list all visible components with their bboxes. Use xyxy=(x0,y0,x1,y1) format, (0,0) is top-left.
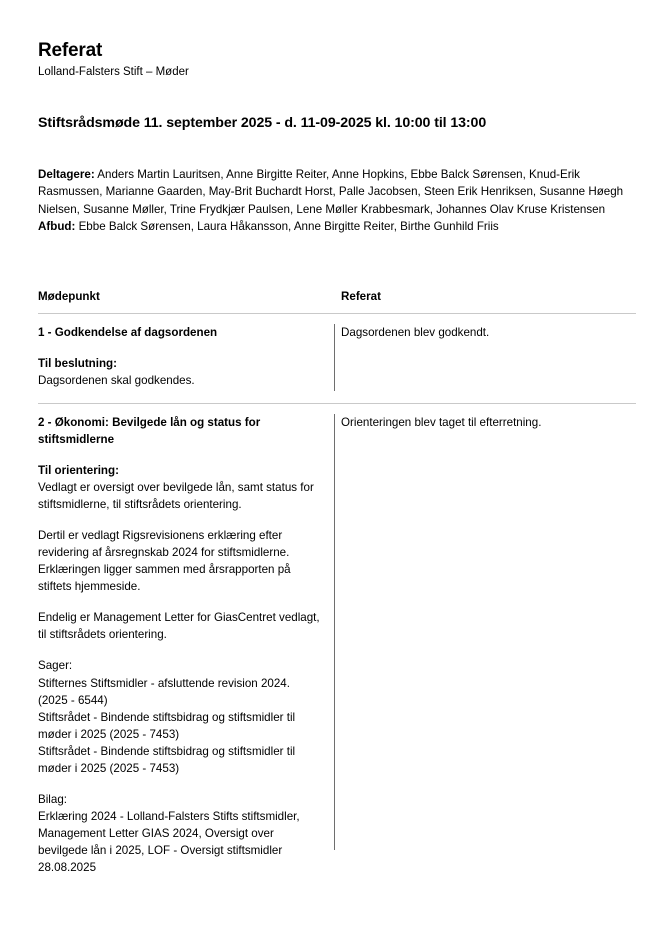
attendance-block xyxy=(38,133,635,236)
minutes-text: Dagsordenen blev godkendt. xyxy=(341,326,490,340)
agenda-paragraph-2: Dertil er vedlagt Rigsrevisionens erklæring efter revidering af årsregnskab 2024 for stiftsmidlerne. Erklæringen ligger sammen med årsrapporten på stiftets hjemmeside. xyxy=(38,529,291,594)
participants-line xyxy=(38,166,635,219)
table-header-row xyxy=(38,289,635,313)
table-row xyxy=(38,404,635,884)
agenda-cell xyxy=(38,324,334,389)
participants-label: Deltagere: xyxy=(38,167,95,181)
minutes-table xyxy=(38,289,635,884)
attachments-label: Bilag: xyxy=(38,792,68,806)
agenda-item-title: 1 - Godkendelse af dagsordenen xyxy=(38,326,218,340)
agenda-paragraph-3: Endelig er Management Letter for GiasCentret vedlagt, til stiftsrådets orientering. xyxy=(38,611,320,642)
participants-names: Anders Martin Lauritsen, Anne Birgitte Reiter, Anne Hopkins, Ebbe Balck Sørensen, Knud-Erik Rasmussen, Marianne Gaarden, May-Brit Buchardt Horst, Palle Jacobsen, Steen Erik Henriksen, Susanne Høegh Nielsen, Susanne Møller, Trine Frydkjær Paulsen, Lene Møller Krabbesmark, Johannes Olav Kruse Kristensen xyxy=(38,167,624,216)
page-title: Referat xyxy=(38,40,103,61)
agenda-sub-label: Til orientering: xyxy=(38,464,119,478)
absent-label: Afbud: xyxy=(38,220,76,234)
agenda-sub-text: Dagsordenen skal godkendes. xyxy=(38,374,195,388)
document-header xyxy=(38,38,635,80)
cases-label: Sager: xyxy=(38,659,73,673)
absent-names: Ebbe Balck Sørensen, Laura Håkansson, Anne Birgitte Reiter, Birthe Gunhild Friis xyxy=(75,220,499,234)
meeting-heading: Stiftsrådsmøde 11. september 2025 - d. 11-09-2025 kl. 10:00 til 13:00 xyxy=(38,114,487,131)
minutes-cell xyxy=(334,414,635,884)
agenda-item-title: 2 - Økonomi: Bevilgede lån og status for stiftsmidlerne xyxy=(38,416,261,447)
minutes-text: Orienteringen blev taget til efterretning. xyxy=(341,416,542,430)
agenda-paragraph-1: Vedlagt er oversigt over bevilgede lån, samt status for stiftsmidlerne, til stiftsrådets orientering. xyxy=(38,481,314,512)
column-header-agenda: Mødepunkt xyxy=(38,289,100,303)
column-header-minutes: Referat xyxy=(341,289,381,303)
minutes-cell xyxy=(334,324,635,389)
absent-line xyxy=(38,218,635,236)
case-item: Stiftsrådet - Bindende stiftsbidrag og stiftsmidler til møder i 2025 (2025 - 7453) xyxy=(38,710,296,741)
agenda-cell xyxy=(38,414,334,884)
case-item: Stifternes Stiftsmidler - afsluttende revision 2024. (2025 - 6544) xyxy=(38,676,290,707)
table-body xyxy=(38,314,635,884)
attachments-text: Erklæring 2024 - Lolland-Falsters Stifts stiftsmidler, Management Letter GIAS 2024, Oversigt over bevilgede lån i 2025, LOF - Oversigt stiftsmidler 28.08.2025 xyxy=(38,809,300,874)
agenda-sub-label: Til beslutning: xyxy=(38,357,118,371)
document-subtitle: Lolland-Falsters Stift – Møder xyxy=(38,65,189,78)
table-row xyxy=(38,314,635,403)
case-item: Stiftsrådet - Bindende stiftsbidrag og stiftsmidler til møder i 2025 (2025 - 7453) xyxy=(38,744,296,775)
